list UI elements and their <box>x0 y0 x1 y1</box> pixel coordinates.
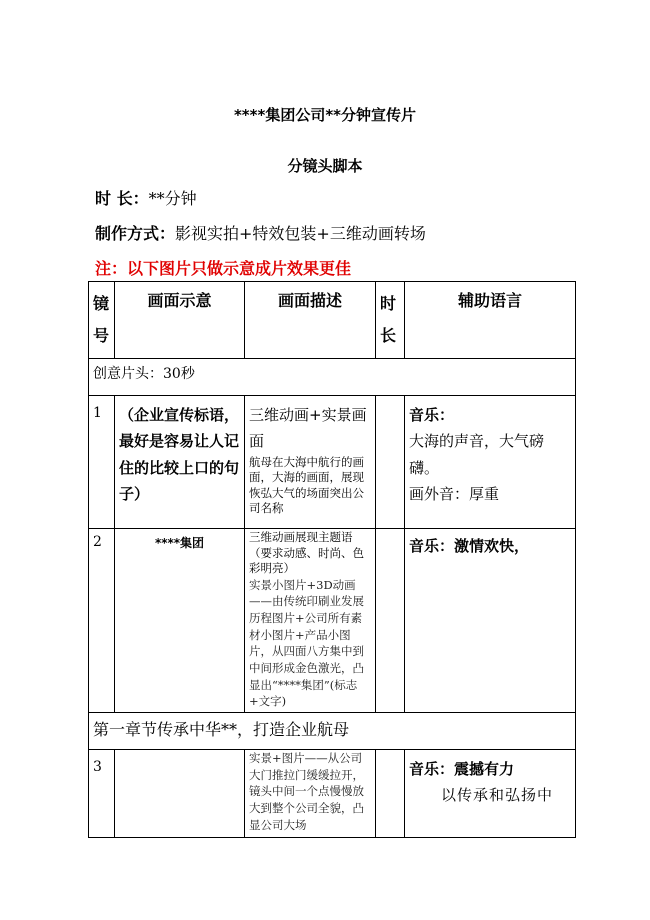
row-aux: 音乐：激情欢快， <box>405 529 576 713</box>
row-number: 3 <box>89 749 115 837</box>
method-line <box>95 221 426 244</box>
row-number: 2 <box>89 529 115 713</box>
header-aux: 辅助语言 <box>405 282 576 359</box>
row-aux-text: 以传承和弘扬中 <box>441 786 554 805</box>
table-row <box>89 396 576 529</box>
note-line: 注：以下图片只做示意成片效果更佳 <box>95 259 352 278</box>
row-description: 实景+图片——从公司大门推拉门缓缓拉开，镜头中间一个点慢慢放大到整个公司全貌，凸显公司大场 <box>245 749 376 837</box>
row-visual: （企业宣传标语，最好是容易让人记住的比较上口的句子） <box>115 396 245 529</box>
table-row <box>89 529 576 713</box>
storyboard-table <box>88 281 576 838</box>
duration-label: 时 长： <box>95 189 149 208</box>
row-description-main: 三维动画展现主题语（要求动感、时尚、色彩明亮） <box>249 530 364 576</box>
section-row <box>89 712 576 749</box>
table-row <box>89 749 576 837</box>
row-visual: ****集团 <box>115 529 245 713</box>
document-title: ****集团公司**分钟宣传片 <box>233 106 417 124</box>
row-time <box>376 529 405 713</box>
row-aux <box>405 749 576 837</box>
row-aux-music: 大海的声音，大气磅礴。 <box>409 432 545 477</box>
section-label: 创意片头：30秒 <box>89 359 576 396</box>
document-subtitle: 分镜头脚本 <box>287 157 363 175</box>
row-description-sub: 航母在大海中航行的画面，大海的画面，展现恢弘大气的场面突出公司名称 <box>249 454 364 516</box>
section-label: 第一章节传承中华**，打造企业航母 <box>89 712 576 749</box>
row-time <box>376 396 405 529</box>
row-description <box>245 396 376 529</box>
duration-line <box>95 186 197 209</box>
row-description <box>245 529 376 713</box>
method-label: 制作方式： <box>95 224 176 243</box>
row-time <box>376 749 405 837</box>
duration-value: **分钟 <box>148 189 197 208</box>
table-header-row <box>89 282 576 359</box>
header-description: 画面描述 <box>245 282 376 359</box>
method-value: 影视实拍+特效包装+三维动画转场 <box>175 224 426 243</box>
header-time: 时长 <box>376 282 405 359</box>
row-aux-voice: 画外音：厚重 <box>409 484 500 503</box>
row-description-sub: 实景小图片+3D动画——由传统印刷业发展历程图片+公司所有素材小图片+产品小图片，从四面八方集中到中间形成金色激光，凸显出“****集团”(标志+文字) <box>249 577 364 709</box>
row-aux <box>405 396 576 529</box>
header-shot: 镜号 <box>89 282 115 359</box>
row-number: 1 <box>89 396 115 529</box>
row-aux-music-label: 音乐：震撼有力 <box>409 759 515 778</box>
row-visual <box>115 749 245 837</box>
section-row <box>89 359 576 396</box>
row-aux-music-label: 音乐： <box>409 406 455 424</box>
header-visual: 画面示意 <box>115 282 245 359</box>
row-description-main: 三维动画+实景画面 <box>249 406 367 451</box>
